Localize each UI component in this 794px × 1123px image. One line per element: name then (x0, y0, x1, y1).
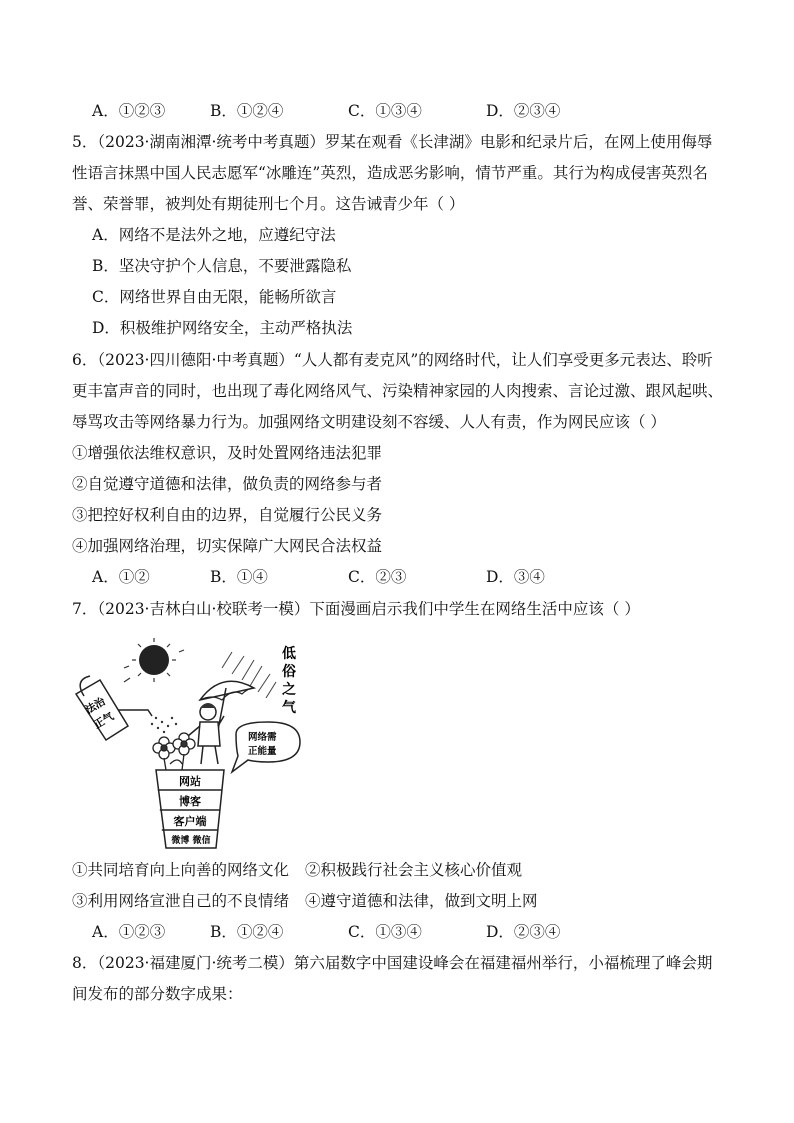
q6-statement-1: ①增强依法维权意识，及时处置网络违法犯罪 (72, 444, 383, 462)
q7-stem: 7．（2023·吉林白山·校联考一模）下面漫画启示我们中学生在网络生活中应该（ ） (72, 600, 640, 618)
q7-statement-3: ③利用网络宣泄自己的不良情绪 (72, 892, 290, 910)
rain-text-1: 低 (282, 646, 296, 662)
q6-statement-2: ②自觉遵守道德和法律，做负责的网络参与者 (72, 475, 383, 493)
pot-layer-3: 客户端 (173, 815, 207, 828)
q7-statements-row-2 (72, 891, 538, 911)
q7-option-c: C．①③④ (348, 923, 422, 941)
q5-stem-line-2: 性语言抹黑中国人民志愿军“冰雕连”英烈，造成恶劣影响，情节严重。其行为构成侵害英烈名 (72, 164, 708, 182)
q7-option-b: B．①②④ (210, 923, 284, 941)
kettle-text-2: 正气 (91, 710, 117, 732)
q6-statement-3: ③把控好权利自由的边界，自觉履行公民义务 (72, 506, 383, 524)
q7-statement-4: ④遵守道德和法律，做到文明上网 (305, 892, 538, 910)
q8-stem-line-2: 间发布的部分数字成果： (72, 985, 243, 1003)
q5-stem-line-1: 5．（2023·湖南湘潭·统考中考真题）罗某在观看《长津湖》电影和纪录片后，在网上使用侮辱 (72, 133, 713, 151)
cartoon-illustration (72, 638, 312, 850)
q6-option-d: D．③④ (486, 568, 545, 586)
flowers-icon (153, 733, 195, 770)
q6-stem-line-2: 更丰富声音的同时，也出现了毒化网络风气、污染精神家园的人肉搜索、言论过激、跟风起哄、 (72, 382, 724, 400)
q6-option-c: C．②③ (348, 568, 407, 586)
rain-text-4: 气 (282, 700, 296, 716)
q6-option-b: B．①④ (210, 568, 268, 586)
speech-bubble (232, 722, 300, 772)
kettle-text-1: 法治 (83, 695, 108, 717)
water-spray (151, 717, 177, 733)
bubble-text-1: 网络需 (248, 732, 277, 743)
q5-stem-line-3: 誉、荣誉罪，被判处有期徒刑七个月。这告诫青少年（ ） (72, 195, 465, 213)
pot-layer-4: 微博 微信 (171, 836, 211, 846)
q7-cartoon (72, 638, 312, 850)
pot-layer-2: 博客 (179, 795, 201, 808)
q6-option-a: A．①② (92, 568, 150, 586)
q7-statement-2: ②积极践行社会主义核心价值观 (305, 861, 523, 879)
q5-choice-d: D．积极维护网络安全，主动严格执法 (92, 319, 353, 337)
rain-text-3: 之 (282, 682, 296, 698)
q5-choice-c: C．网络世界自由无限，能畅所欲言 (92, 288, 337, 306)
bubble-text-2: 正能量 (248, 746, 277, 757)
q5-choice-b: B．坚决守护个人信息，不要泄露隐私 (92, 257, 352, 275)
q7-statement-1: ①共同培育向上向善的网络文化 (72, 861, 290, 879)
watering-can-icon (76, 676, 152, 740)
q6-stem-line-1: 6．（2023·四川德阳·中考真题）“人人都有麦克风”的网络时代，让人们享受更多元表达、聆听 (72, 351, 713, 369)
q5-choice-a: A．网络不是法外之地，应遵纪守法 (92, 226, 336, 244)
q7-statements-row-1 (72, 860, 522, 880)
q4-option-d: D．②③④ (486, 102, 561, 120)
q6-statement-4: ④加强网络治理，切实保障广大网民合法权益 (72, 537, 383, 555)
q4-option-b: B．①②④ (210, 102, 284, 120)
q4-option-c: C．①③④ (348, 102, 422, 120)
q4-option-a: A．①②③ (92, 102, 166, 120)
q8-stem-line-1: 8．（2023·福建厦门·统考二模）第六届数字中国建设峰会在福建福州举行，小福梳理了峰会期 (72, 954, 713, 972)
rain-text-2: 俗 (282, 664, 296, 680)
q7-option-a: A．①②③ (92, 923, 166, 941)
sun-icon (124, 638, 184, 682)
q6-stem-line-3: 辱骂攻击等网络暴力行为。加强网络文明建设刻不容缓、人人有责，作为网民应该（ ） (72, 413, 666, 431)
child-figure (188, 703, 224, 764)
q7-option-d: D．②③④ (486, 923, 561, 941)
pot-layer-1: 网站 (179, 775, 201, 788)
